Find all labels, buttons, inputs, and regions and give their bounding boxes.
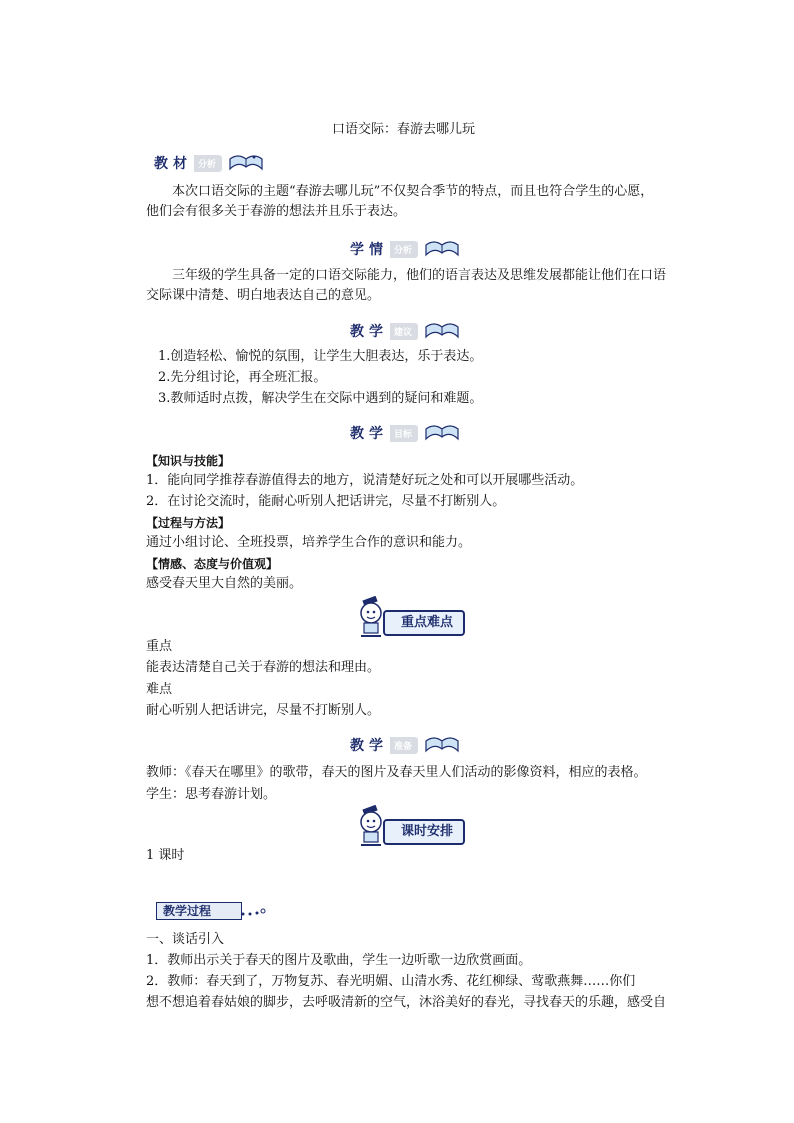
book-icon bbox=[422, 237, 462, 261]
dots-decoration-icon bbox=[240, 904, 266, 918]
section-header-sub: 分析 bbox=[390, 241, 418, 258]
book-icon bbox=[422, 421, 462, 445]
key-text: 能表达清楚自己关于春游的想法和理由。 bbox=[146, 660, 381, 675]
section-header-main: 教材 bbox=[154, 156, 192, 172]
section-header-goals bbox=[342, 420, 462, 446]
section-header-main: 教学 bbox=[350, 324, 388, 340]
key-heading: 重点 bbox=[146, 639, 173, 654]
material-text: 本次口语交际的主题“春游去哪儿玩”不仅契合季节的特点，而且也符合学生的心愿，他们会有很多关于春游的想法并且乐于表达。 bbox=[146, 184, 654, 219]
section-header-suggest bbox=[342, 318, 462, 344]
section-header-sub: 建议 bbox=[390, 323, 418, 340]
section-header-label: 教学过程 bbox=[156, 902, 242, 920]
page-title: 口语交际：春游去哪儿玩 bbox=[332, 122, 476, 137]
list-item: 1．能向同学推荐春游值得去的地方，说清楚好玩之处和可以开展哪些活动。 bbox=[146, 473, 584, 488]
section-header-prep bbox=[342, 732, 462, 758]
emotion-text: 感受春天里大自然的美丽。 bbox=[146, 576, 303, 591]
list-item: 1.创造轻松、愉悦的氛围，让学生大胆表达，乐于表达。 bbox=[158, 349, 483, 364]
difficulty-text: 耐心听别人把话讲完，尽量不打断别人。 bbox=[146, 703, 381, 718]
section-header-label: 重点难点 bbox=[383, 610, 465, 636]
prep-teacher: 教师：《春天在哪里》的歌带，春天的图片及春天里人们活动的影像资料，相应的表格。 bbox=[146, 765, 647, 780]
section-header-main: 教学 bbox=[350, 426, 388, 442]
list-item: 2．在讨论交流时，能耐心听别人把话讲完，尽量不打断别人。 bbox=[146, 494, 506, 509]
emotion-heading: 【情感、态度与价值观】 bbox=[146, 557, 279, 571]
cartoon-boy-icon bbox=[355, 805, 391, 849]
process-text: 通过小组讨论、全班投票，培养学生合作的意识和能力。 bbox=[146, 535, 472, 550]
section-header-sub: 分析 bbox=[194, 155, 222, 172]
book-icon bbox=[422, 319, 462, 343]
step2-text-line1: 2．教师：春天到了，万物复苏、春光明媚、山清水秀、花红柳绿、莺歌燕舞……你们 bbox=[146, 974, 636, 989]
cartoon-boy-icon bbox=[355, 596, 391, 640]
difficulty-heading: 难点 bbox=[146, 682, 173, 697]
knowledge-heading: 【知识与技能】 bbox=[146, 454, 231, 468]
section-header-main: 学情 bbox=[350, 242, 388, 258]
section-header-main: 教学 bbox=[350, 738, 388, 754]
section-header-material bbox=[146, 150, 266, 176]
step2-text-line2: 想不想追着春姑娘的脚步，去呼吸清新的空气，沐浴美好的春光，寻找春天的乐趣，感受自 bbox=[146, 995, 667, 1010]
section-header-procedure bbox=[156, 902, 266, 920]
list-item: 3.教师适时点拨，解决学生在交际中遇到的疑问和难题。 bbox=[158, 391, 483, 406]
prep-student: 学生：思考春游计划。 bbox=[146, 787, 277, 802]
schedule-text: 1 课时 bbox=[146, 848, 185, 863]
section-header-sub: 目标 bbox=[390, 425, 418, 442]
book-icon bbox=[226, 151, 266, 175]
section-header-sub: 准备 bbox=[390, 737, 418, 754]
book-icon bbox=[422, 733, 462, 757]
step1-text: 1．教师出示关于春天的图片及歌曲，学生一边听歌一边欣赏画面。 bbox=[146, 953, 532, 968]
section-header-label: 课时安排 bbox=[383, 819, 465, 845]
process-heading: 【过程与方法】 bbox=[146, 516, 231, 530]
list-item: 2.先分组讨论，再全班汇报。 bbox=[158, 370, 327, 385]
section-header-students bbox=[342, 236, 462, 262]
students-text: 三年级的学生具备一定的口语交际能力，他们的语言表达及思维发展都能让他们在口语交际课中清楚、明白地表达自己的意见。 bbox=[146, 268, 667, 303]
part1-heading: 一、谈话引入 bbox=[146, 932, 225, 947]
